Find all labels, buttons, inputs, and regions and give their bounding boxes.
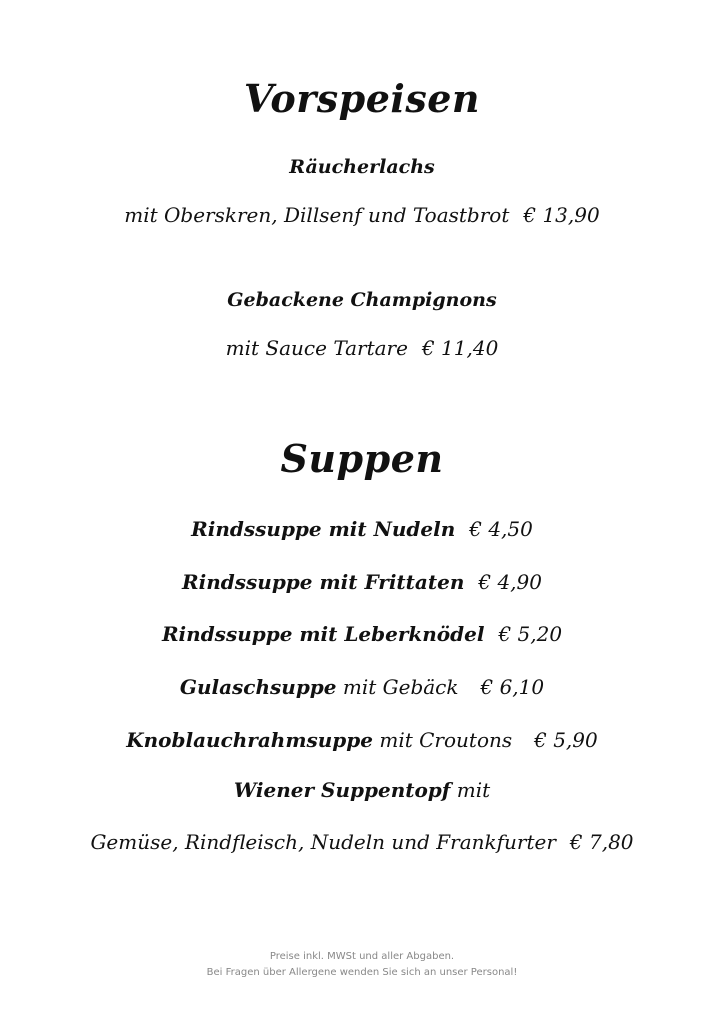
soup-name: Gulaschsuppe: [179, 675, 337, 699]
dish-name-text: Gebackene Champignons: [227, 289, 497, 311]
dish-price: € 13,90: [523, 203, 600, 227]
dish-name-champignons: [0, 289, 724, 311]
soup-price: € 5,20: [498, 622, 563, 646]
soup-name: Rindssuppe mit Nudeln: [191, 517, 456, 541]
soup-item: [0, 778, 724, 802]
section-title-text: Suppen: [280, 436, 444, 481]
soup-price: € 4,90: [478, 570, 542, 594]
dish-name-text: Räucherlachs: [289, 156, 435, 178]
soup-description-text: Gemüse, Rindfleisch, Nudeln und Frankfurter: [90, 830, 556, 854]
soup-name: Wiener Suppentopf: [233, 778, 451, 802]
dish-name-raeucherlachs: [0, 156, 724, 178]
footer-line: Preise inkl. MWSt und aller Abgaben.: [269, 951, 455, 962]
dish-description-raeucherlachs: [0, 203, 724, 227]
footer-price-note: [0, 951, 724, 962]
soup-item: [0, 570, 724, 594]
soup-extra: mit: [456, 778, 491, 802]
soup-extra: mit Croutons: [379, 728, 513, 752]
soup-price: € 4,50: [469, 517, 533, 541]
soup-item: [0, 517, 724, 541]
footer-allergen-note: [0, 967, 724, 978]
section-title-text: Vorspeisen: [243, 76, 481, 121]
soup-name: Rindssuppe mit Frittaten: [182, 570, 465, 594]
dish-price: € 11,40: [421, 336, 499, 360]
dish-description-text: mit Oberskren, Dillsenf und Toastbrot: [124, 203, 510, 227]
soup-item: [0, 675, 724, 699]
soup-item: [0, 728, 724, 752]
section-title-starters: [0, 76, 724, 121]
soup-extra: mit Gebäck: [342, 675, 459, 699]
footer-line: Bei Fragen über Allergene wenden Sie sich an unser Personal!: [206, 967, 518, 978]
soup-item: [0, 622, 724, 646]
soup-price: € 6,10: [480, 675, 545, 699]
dish-description-champignons: [0, 336, 724, 360]
dish-description-text: mit Sauce Tartare: [225, 336, 408, 360]
soup-description-suppentopf: [0, 830, 724, 854]
soup-price: € 7,80: [569, 830, 634, 854]
soup-name: Knoblauchrahmsuppe: [126, 728, 373, 752]
section-title-soups: [0, 436, 724, 481]
soup-price: € 5,90: [534, 728, 598, 752]
soup-name: Rindssuppe mit Leberknödel: [161, 622, 485, 646]
